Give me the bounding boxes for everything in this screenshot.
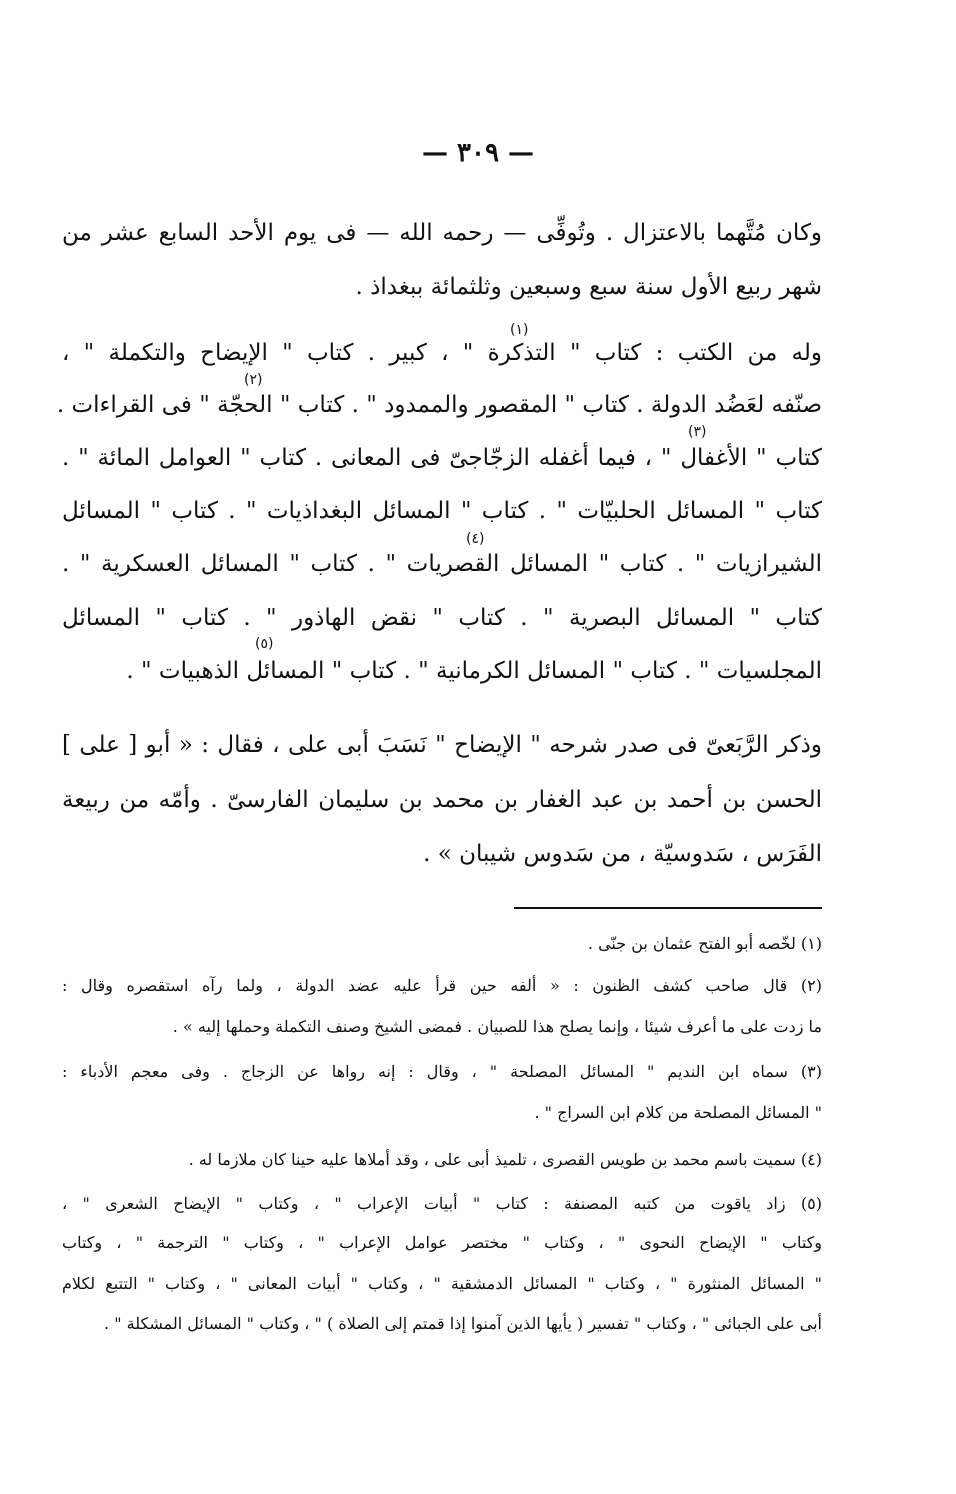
footnote-line: " المسائل المنثورة " ، وكتاب " المسائل الدمشقية " ، وكتاب " أبيات المعانى " ، وكتاب " التتبع لكلام <box>62 1274 822 1293</box>
body-line: الحسن بن أحمد بن عبد الغفار بن محمد بن سليمان الفارسىّ . وأمّه من ربيعة <box>62 787 822 813</box>
footnote-marker: (١) <box>510 322 529 338</box>
footnote-line: (٣) سماه ابن النديم " المسائل المصلحة " ، وقال : إنه رواها عن الزجاج . وفى معجم الأدباء : <box>62 1062 822 1081</box>
body-line: وله من الكتب : كتاب " التذكرة " ، كبير . كتاب " الإيضاح والتكملة " ، <box>62 340 822 366</box>
footnote-line: (٥) زاد ياقوت من كتبه المصنفة : كتاب " أبيات الإعراب " ، وكتاب " الإيضاح الشعرى " ، <box>62 1194 822 1213</box>
footnote-line: وكتاب " الإيضاح النحوى " ، وكتاب " مختصر عوامل الإعراب " ، وكتاب " الترجمة " ، وكتاب <box>62 1233 822 1252</box>
body-line: وذكر الرَّبَعىّ فى صدر شرحه " الإيضاح " نَسَبَ أبى على ، فقال : « أبو [ على ] <box>62 732 822 758</box>
body-line: كتاب " المسائل البصرية " . كتاب " نقض الهاذور " . كتاب " المسائل <box>62 605 822 631</box>
body-line: الفَرَس ، سَدوسيّة ، من سَدوس شيبان » . <box>423 841 822 867</box>
body-line: صنّفه لعَضُد الدولة . كتاب " المقصور والممدود " . كتاب " الحجّة " فى القراءات . <box>56 392 822 418</box>
footnote-marker: (٤) <box>466 531 485 547</box>
footnote-line: " المسائل المصلحة من كلام ابن السراج " . <box>534 1103 822 1122</box>
footnote-line: (٤) سميت باسم محمد بن طويس القصرى ، تلميذ أبى على ، وقد أملاها عليه حينا كان ملازما له . <box>188 1150 822 1169</box>
footnote-line: (٢) قال صاحب كشف الظنون : « ألفه حين قرأ عليه عضد الدولة ، ولما رآه استقصره وقال : <box>62 976 822 995</box>
body-line: الشيرازيات " . كتاب " المسائل القصريات " . كتاب " المسائل العسكرية " . <box>62 551 822 577</box>
body-line: كتاب " المسائل الحلبيّات " . كتاب " المسائل البغداذيات " . كتاب " المسائل <box>62 498 822 524</box>
footnote-marker: (٥) <box>255 636 274 652</box>
footnote-line: (١) لخّصه أبو الفتح عثمان بن جنّى . <box>587 934 822 953</box>
body-line: وكان مُتَّهما بالاعتزال . وتُوفِّى — رحمه الله — فى يوم الأحد السابع عشر من <box>62 220 822 246</box>
footnote-marker: (٣) <box>688 424 707 440</box>
body-line: شهر ربيع الأول سنة سبع وسبعين وثلثمائة ببغداذ . <box>355 274 822 300</box>
body-line: كتاب " الأغفال " ، فيما أغفله الزجّاجىّ فى المعانى . كتاب " العوامل المائة " . <box>62 445 822 471</box>
footnote-line: أبى على الجبائى " ، وكتاب " تفسير ( يأيها الذين آمنوا إذا قمتم إلى الصلاة ) " ، وكتاب " المسائل المشكلة " . <box>104 1314 822 1333</box>
footnote-line: ما زدت على ما أعرف شيئا ، وإنما يصلح هذا للصبيان . فمضى الشيخ وصنف التكملة وحملها إليه » . <box>172 1017 822 1036</box>
footnote-marker: (٢) <box>244 372 263 388</box>
body-line: المجلسيات " . كتاب " المسائل الكرمانية " . كتاب " المسائل الذهبيات " . <box>126 658 822 684</box>
page-number: — ٣٠٩ — <box>421 138 535 168</box>
footnote-separator <box>514 907 822 909</box>
